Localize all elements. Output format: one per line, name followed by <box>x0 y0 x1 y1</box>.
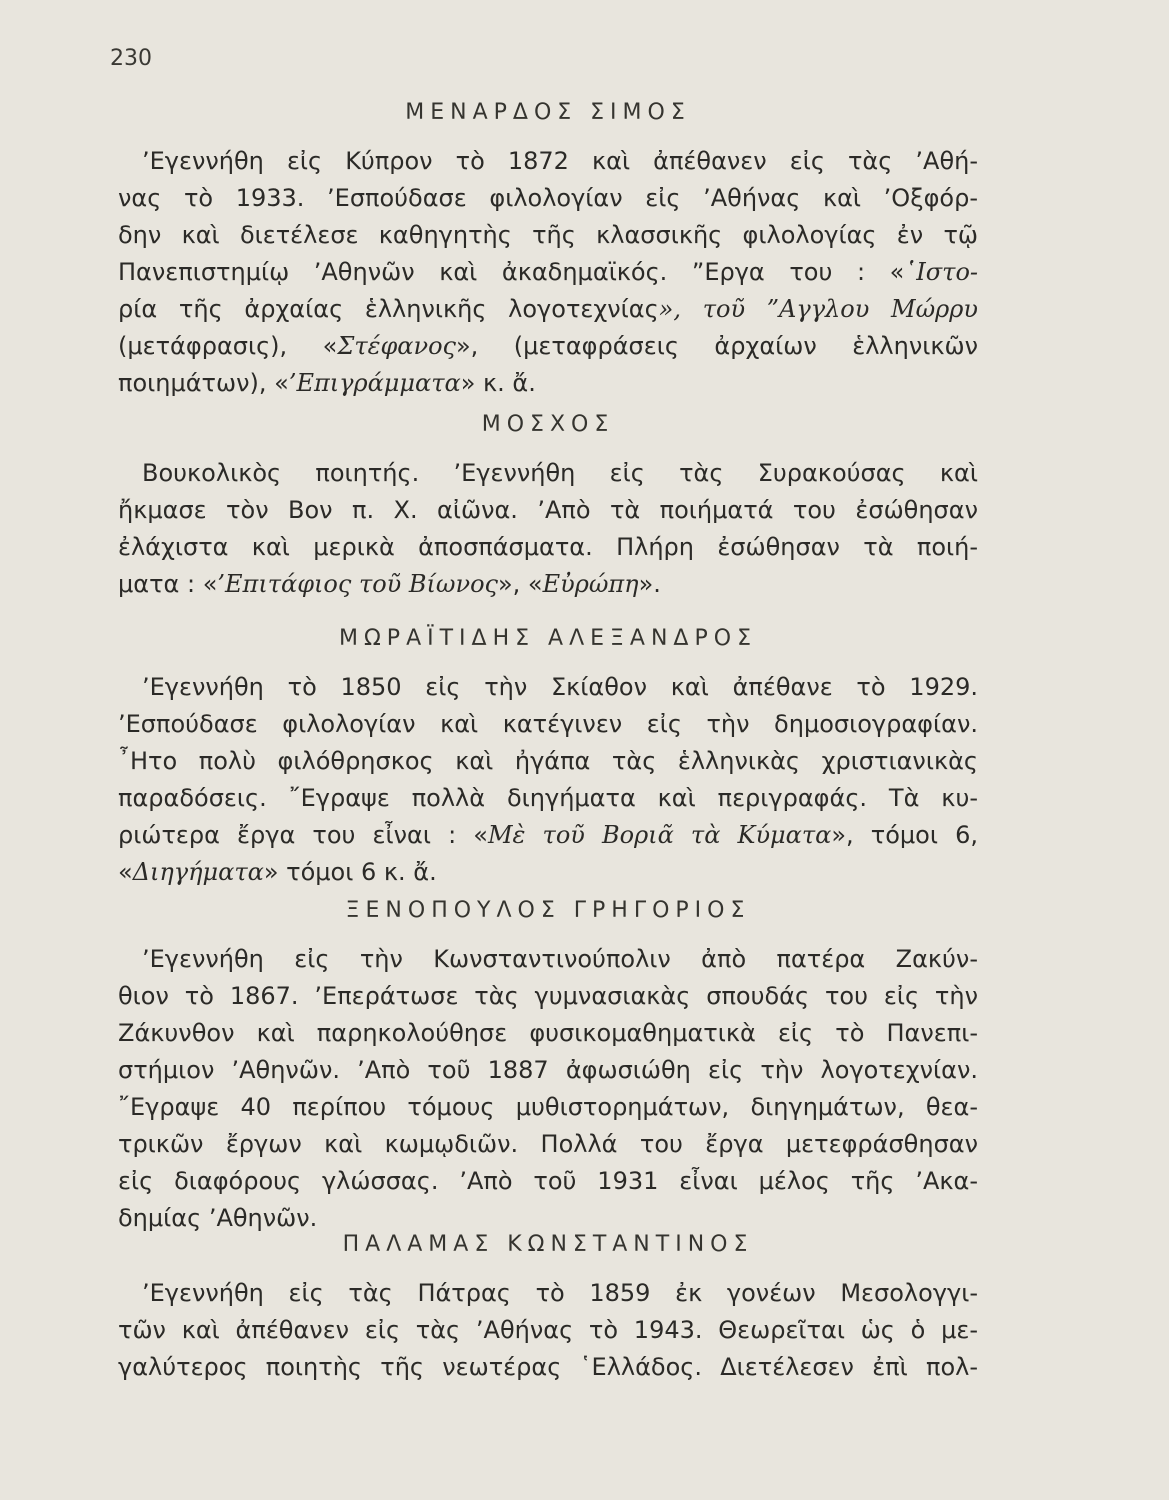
text-segment: » κ. ἄ. <box>460 369 536 397</box>
work-title: ῾Ιστο- <box>904 258 978 286</box>
text-line <box>118 817 978 854</box>
text-segment: Πανεπιστημίῳ ’Αθηνῶν καὶ ἀκαδημαϊκός. ”Εργα του : « <box>118 258 905 286</box>
work-title: Μὲ τοῦ Βοριᾶ τὰ Κύματα <box>487 821 832 849</box>
text-line <box>118 1089 978 1126</box>
entry-heading: ΞΕΝΟΠΟΥΛΟΣ ΓΡΗΓΟΡΙΟΣ <box>345 898 751 923</box>
text-segment: ’Εσπούδασε φιλολογίαν καὶ κατέγινεν εἰς τὴν δημοσιογραφίαν. <box>118 710 978 738</box>
text-segment: Ζάκυνθον καὶ παρηκολούθησε φυσικομαθηματικὰ εἰς τὸ Πανεπι- <box>118 1019 978 1047</box>
text-segment: τρικῶν ἔργων καὶ κωμῳδιῶν. Πολλά του ἔργα μετεφράσθησαν <box>118 1130 978 1158</box>
text-segment: ρία τῆς ἀρχαίας ἑλληνικῆς λογοτεχνίας <box>118 295 659 323</box>
text-segment: ποιημάτων), « <box>118 369 289 397</box>
text-segment: (μετάφρασις), « <box>118 332 338 360</box>
entry <box>118 412 978 603</box>
text-segment: », « <box>497 570 543 598</box>
text-segment: », τόμοι 6, <box>831 821 978 849</box>
page-number: 230 <box>110 46 152 71</box>
text-line <box>118 743 978 780</box>
text-segment: ματα : « <box>118 570 218 598</box>
entry-heading: ΠΑΛΑΜΑΣ ΚΩΝΣΤΑΝΤΙΝΟΣ <box>342 1232 754 1257</box>
text-segment: θιον τὸ 1867. ’Επεράτωσε τὰς γυμνασιακὰς σπουδάς του εἰς τὴν <box>118 982 978 1010</box>
text-segment: ῏Ητο πολὺ φιλόθρησκος καὶ ἠγάπα τὰς ἑλληνικὰς χριστιανικὰς <box>118 747 978 775</box>
text-line <box>118 978 978 1015</box>
entry <box>118 626 978 891</box>
entry <box>118 898 978 1237</box>
text-segment: Βουκολικὸς ποιητής. ’Εγεννήθη εἰς τὰς Συρακούσας καὶ <box>142 459 978 487</box>
text-line <box>118 1052 978 1089</box>
text-line <box>118 1312 978 1349</box>
text-segment: ’Εγεννήθη εἰς Κύπρον τὸ 1872 καὶ ἀπέθανεν εἰς τὰς ’Αθή- <box>142 147 978 175</box>
text-segment: τῶν καὶ ἀπέθανεν εἰς τὰς ’Αθήνας τὸ 1943. Θεωρεῖται ὡς ὁ με- <box>118 1316 978 1344</box>
text-segment: ’Εγεννήθη εἰς τὰς Πάτρας τὸ 1859 ἐκ γονέων Μεσολογγι- <box>142 1279 978 1307</box>
entry <box>118 100 978 402</box>
text-segment: » τόμοι 6 κ. ἄ. <box>263 858 437 886</box>
text-segment: « <box>118 858 133 886</box>
text-line <box>118 180 978 217</box>
work-title: Εὐρώπη <box>542 570 639 598</box>
text-segment: ἤκμασε τὸν Βον π. Χ. αἰῶνα. ’Απὸ τὰ ποιήματά του ἐσώθησαν <box>118 496 978 524</box>
entry-heading: ΜΟΣΧΟΣ <box>481 412 615 437</box>
entry-heading: ΜΩΡΑΪΤΙΔΗΣ ΑΛΕΞΑΝΔΡΟΣ <box>339 626 757 651</box>
work-title: ’Επιτάφιος τοῦ Βίωνος <box>217 570 498 598</box>
work-title: Στέφανος <box>337 332 456 360</box>
text-line <box>118 1163 978 1200</box>
text-line <box>118 1349 978 1386</box>
text-line <box>118 143 978 180</box>
work-title: ’Επιγράμματα <box>288 369 461 397</box>
text-line <box>118 217 978 254</box>
text-segment: γαλύτερος ποιητὴς τῆς νεωτέρας ῾Ελλάδος. Διετέλεσεν ἐπὶ πολ- <box>118 1353 978 1381</box>
text-line <box>118 706 978 743</box>
text-line <box>118 328 978 365</box>
entry <box>118 1232 978 1386</box>
text-segment: ». <box>638 570 661 598</box>
text-line <box>118 254 978 291</box>
text-line <box>118 566 978 603</box>
text-segment: παραδόσεις. ῎Εγραψε πολλὰ διηγήματα καὶ περιγραφάς. Τὰ κυ- <box>118 784 978 812</box>
work-title: Διηγήματα <box>132 858 264 886</box>
text-line <box>118 492 978 529</box>
text-segment: εἰς διαφόρους γλώσσας. ’Απὸ τοῦ 1931 εἶναι μέλος τῆς ’Ακα- <box>118 1167 978 1195</box>
text-line <box>118 455 978 492</box>
text-line <box>118 291 978 328</box>
work-title: », τοῦ ”Αγγλου Μώρρυ <box>658 295 978 323</box>
text-line <box>118 941 978 978</box>
text-line <box>118 1015 978 1052</box>
entry-heading: ΜΕΝΑΡΔΟΣ ΣΙΜΟΣ <box>405 100 691 125</box>
text-segment: ριώτερα ἔργα του εἶναι : « <box>118 821 488 849</box>
text-segment: », (μεταφράσεις ἀρχαίων ἑλληνικῶν <box>455 332 979 360</box>
text-line <box>118 1275 978 1312</box>
text-segment: ’Εγεννήθη εἰς τὴν Κωνσταντινούπολιν ἀπὸ πατέρα Ζακύν- <box>142 945 978 973</box>
text-line <box>118 365 978 402</box>
text-segment: νας τὸ 1933. ’Εσπούδασε φιλολογίαν εἰς ’Αθήνας καὶ ’Οξφόρ- <box>118 184 978 212</box>
text-line <box>118 854 978 891</box>
text-segment: δην καὶ διετέλεσε καθηγητὴς τῆς κλασσικῆς φιλολογίας ἐν τῷ <box>118 221 978 249</box>
text-line <box>118 780 978 817</box>
text-segment: ’Εγεννήθη τὸ 1850 εἰς τὴν Σκίαθον καὶ ἀπέθανε τὸ 1929. <box>142 673 978 701</box>
text-segment: ῎Εγραψε 40 περίπου τόμους μυθιστορημάτων, διηγημάτων, θεα- <box>118 1093 978 1121</box>
text-line <box>118 669 978 706</box>
text-line <box>118 529 978 566</box>
text-segment: δημίας ’Αθηνῶν. <box>118 1204 318 1232</box>
text-line <box>118 1126 978 1163</box>
text-segment: στήμιον ’Αθηνῶν. ’Απὸ τοῦ 1887 ἀφωσιώθη εἰς τὴν λογοτεχνίαν. <box>118 1056 978 1084</box>
text-segment: ἐλάχιστα καὶ μερικὰ ἀποσπάσματα. Πλήρη ἐσώθησαν τὰ ποιή- <box>118 533 978 561</box>
